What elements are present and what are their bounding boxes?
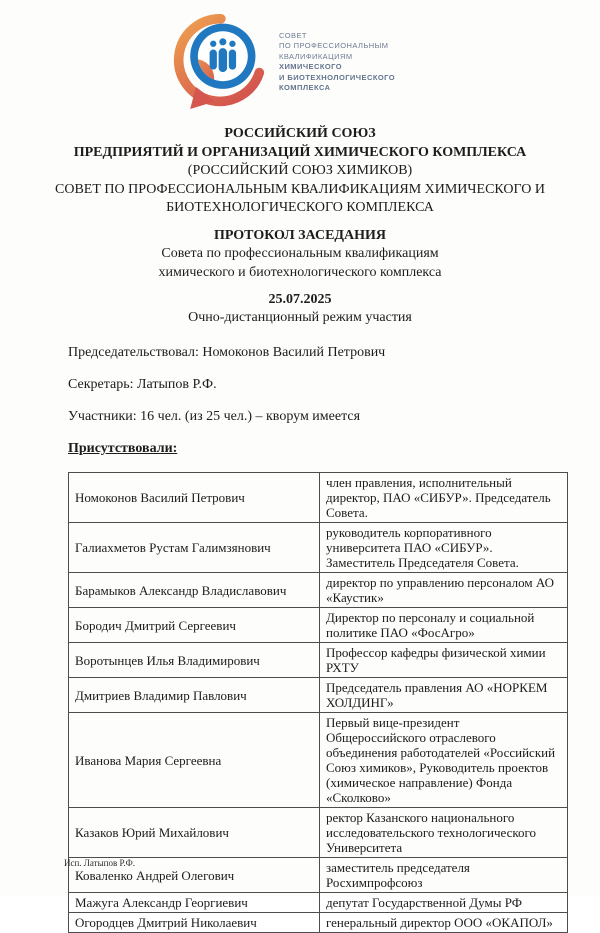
org-header-line: БИОТЕХНОЛОГИЧЕСКОГО КОМПЛЕКСА (166, 200, 434, 215)
table-row (69, 913, 568, 933)
logo-block (0, 0, 600, 110)
attendee-name: Мажуга Александр Георгиевич (69, 893, 320, 913)
org-header-line: РОССИЙСКИЙ СОЮЗ (224, 126, 376, 141)
logo-text-line: И БИОТЕХНОЛОГИЧЕСКОГО (279, 72, 396, 82)
logo-text (279, 31, 429, 94)
chairman-line: Председательствовал: Номоконов Василий Петрович (68, 345, 386, 360)
protocol-subtitle: химического и биотехнологического комплекса (158, 264, 442, 280)
org-header (0, 125, 600, 218)
attendee-role: депутат Государственной Думы РФ (320, 893, 568, 913)
table-row (69, 713, 568, 808)
attendee-role: руководитель корпоративного университета ПАО «СИБУР». Заместитель Председателя Совета. (320, 523, 568, 573)
org-header-line: (РОССИЙСКИЙ СОЮЗ ХИМИКОВ) (187, 163, 413, 178)
attendee-role: Профессор кафедры физической химии РХТУ (320, 643, 568, 678)
attendee-role: заместитель председателя Росхимпрофсоюз (320, 858, 568, 893)
table-row (69, 678, 568, 713)
attendee-name: Галиахметов Рустам Галимзянович (69, 523, 320, 573)
table-row (69, 808, 568, 858)
attendee-name: Бородич Дмитрий Сергеевич (69, 608, 320, 643)
logo-text-line: КОМПЛЕКСА (279, 83, 331, 92)
table-row (69, 608, 568, 643)
attendee-name: Огородцев Дмитрий Николаевич (69, 913, 320, 933)
date-block (0, 291, 600, 327)
table-row (69, 893, 568, 913)
attendee-name: Коваленко Андрей Олегович (69, 858, 320, 893)
three-people-glyph (210, 38, 236, 72)
protocol-subtitle: Совета по профессиональным квалификациям (161, 246, 439, 261)
attendee-role: генеральный директор ООО «ОКАПОЛ» (320, 913, 568, 933)
protocol-title-block (0, 227, 600, 283)
attendee-role: Директор по персоналу и социальной политике ПАО «ФосАгро» (320, 608, 568, 643)
logo-text-line: ХИМИЧЕСКОГО (279, 62, 343, 71)
table-row (69, 473, 568, 523)
attendee-role: член правления, исполнительный директор, ПАО «СИБУР». Председатель Совета. (320, 473, 568, 523)
attendee-name: Барамыков Александр Владиславович (69, 573, 320, 608)
secretary-line: Секретарь: Латыпов Р.Ф. (68, 377, 217, 392)
attendees-label: Присутствовали: (68, 441, 178, 456)
org-header-line: ПРЕДПРИЯТИЙ И ОРГАНИЗАЦИЙ ХИМИЧЕСКОГО КОМПЛЕКСА (73, 144, 527, 160)
meta-section (68, 344, 566, 458)
participants-line: Участники: 16 чел. (из 25 чел.) – кворум имеется (68, 409, 361, 424)
attendee-name: Дмитриев Владимир Павлович (69, 678, 320, 713)
meeting-mode: Очно-дистанционный режим участия (188, 310, 412, 325)
meeting-date: 25.07.2025 (268, 292, 332, 307)
attendee-name: Номоконов Василий Петрович (69, 473, 320, 523)
council-logo-icon (171, 14, 267, 110)
attendee-name: Иванова Мария Сергеевна (69, 713, 320, 808)
protocol-title: ПРОТОКОЛ ЗАСЕДАНИЯ (213, 227, 387, 243)
attendee-role: директор по управлению персоналом АО «Каустик» (320, 573, 568, 608)
executor-note: Исп. Латыпов Р.Ф. (64, 858, 135, 868)
attendee-name: Казаков Юрий Михайлович (69, 808, 320, 858)
table-row (69, 858, 568, 893)
logo-text-line: КВАЛИФИКАЦИЯМ (279, 51, 353, 61)
table-row (69, 643, 568, 678)
logo-text-line: СОВЕТ (279, 30, 307, 40)
table-row (69, 523, 568, 573)
org-header-line: СОВЕТ ПО ПРОФЕССИОНАЛЬНЫМ КВАЛИФИКАЦИЯМ ХИМИЧЕСКОГО И (55, 181, 545, 197)
table-row (69, 573, 568, 608)
attendee-role: Председатель правления АО «НОРКЕМ ХОЛДИНГ» (320, 678, 568, 713)
attendee-role: ректор Казанского национального исследовательского технологического Университета (320, 808, 568, 858)
attendee-role: Первый вице-президент Общероссийского отраслевого объединения работодателей «Российский Союз химиков», Руководитель проектов (химическое направление) Фонда «Сколково» (320, 713, 568, 808)
attendee-name: Воротынцев Илья Владимирович (69, 643, 320, 678)
logo-text-line: ПО ПРОФЕССИОНАЛЬНЫМ (279, 41, 389, 50)
attendees-table (68, 472, 568, 933)
